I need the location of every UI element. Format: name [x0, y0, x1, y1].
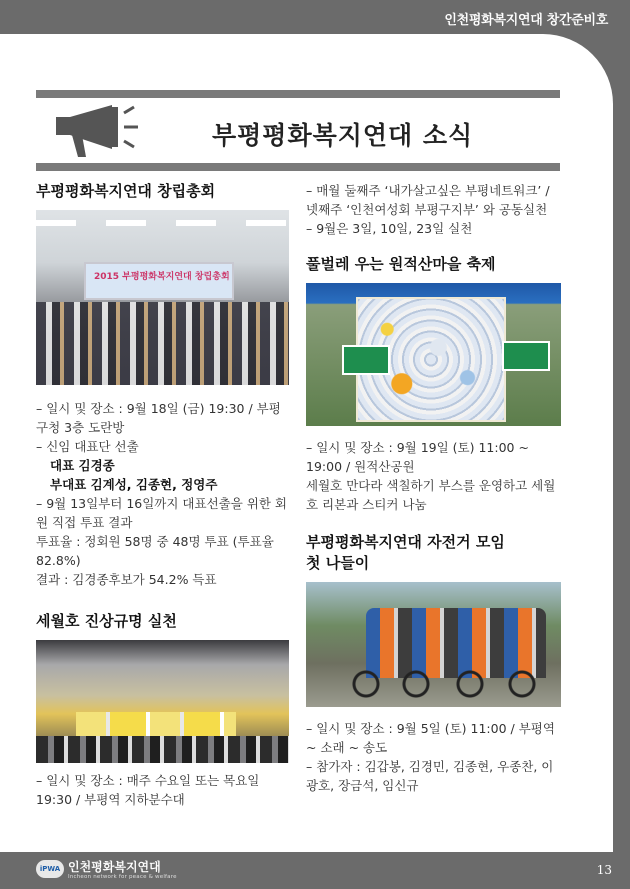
sewol-protest-photo — [36, 640, 289, 763]
footer — [0, 852, 630, 889]
photo-banner-text: 2015 부평평화복지연대 창립총회 — [94, 272, 230, 282]
right-column — [306, 181, 564, 795]
founding-line-1: – 일시 및 장소 : 9월 18일 (금) 19:30 / 부평구청 3층 도란방 — [36, 401, 281, 435]
founding-vice-representatives: 부대표 김계성, 김종현, 정영주 — [50, 477, 218, 492]
section-title-bicycle: 부평평화복지연대 자전거 모임 — [306, 533, 505, 551]
left-column — [36, 181, 292, 809]
festival-photo — [306, 283, 561, 426]
section-title-founding: 부평평화복지연대 창립총회 — [36, 182, 216, 200]
section-title-festival: 풀벌레 우는 원적산마을 축제 — [306, 255, 496, 273]
founding-ceremony-photo — [36, 210, 289, 385]
founding-line-2: – 신임 대표단 선출 — [36, 439, 139, 454]
megaphone-icon — [54, 103, 140, 159]
footer-org-name: 인천평화복지연대 — [68, 860, 161, 874]
title-rule-top — [36, 90, 560, 98]
sewol-text: – 일시 및 장소 : 매주 수요일 또는 목요일 19:30 / 부평역 지하분수대 — [36, 773, 264, 807]
header-bar — [0, 0, 630, 34]
page-number: 13 — [596, 863, 612, 877]
section-title-sewol: 세월호 진상규명 실천 — [36, 612, 177, 630]
footer-org-subtitle: Incheon network for peace & welfare — [68, 874, 177, 880]
bicycle-text: – 일시 및 장소 : 9월 5일 (토) 11:00 / 부평역 ~ 소래 ~ 송도 – 참가자 : 김갑봉, 김경민, 김종현, 우종찬, 이광호, 장금석, 임신규 — [306, 721, 555, 793]
sewol-schedule-text: – 매월 둘째주 ‘내가살고싶은 부평네트워크’ / 넷째주 ‘인천여성회 부평구지부’ 와 공동실천 – 9월은 3일, 10일, 23일 실천 — [306, 183, 550, 236]
festival-text: – 일시 및 장소 : 9월 19일 (토) 11:00 ~ 19:00 / 원적산공원 세월호 만다라 색칠하기 부스를 운영하고 세월호 리본과 스티커 나눔 — [306, 440, 556, 512]
publication-title: 인천평화복지연대 창간준비호 — [444, 13, 608, 28]
title-rule-bottom — [36, 163, 560, 171]
section-title-bicycle-2: 첫 나들이 — [306, 554, 370, 572]
bicycle-club-photo — [306, 582, 561, 707]
founding-representative: 대표 김경종 — [50, 458, 115, 473]
org-logo-icon: iPWA — [36, 860, 64, 878]
founding-vote-result: – 9월 13일부터 16일까지 대표선출을 위한 회원 직접 투표 결과 투표율 : 정회원 58명 중 48명 투표 (투표율 82.8%) 결과 : 김경종후보가 54.2% 득표 — [36, 496, 287, 587]
page-title: 부평평화복지연대 소식 — [212, 121, 474, 150]
